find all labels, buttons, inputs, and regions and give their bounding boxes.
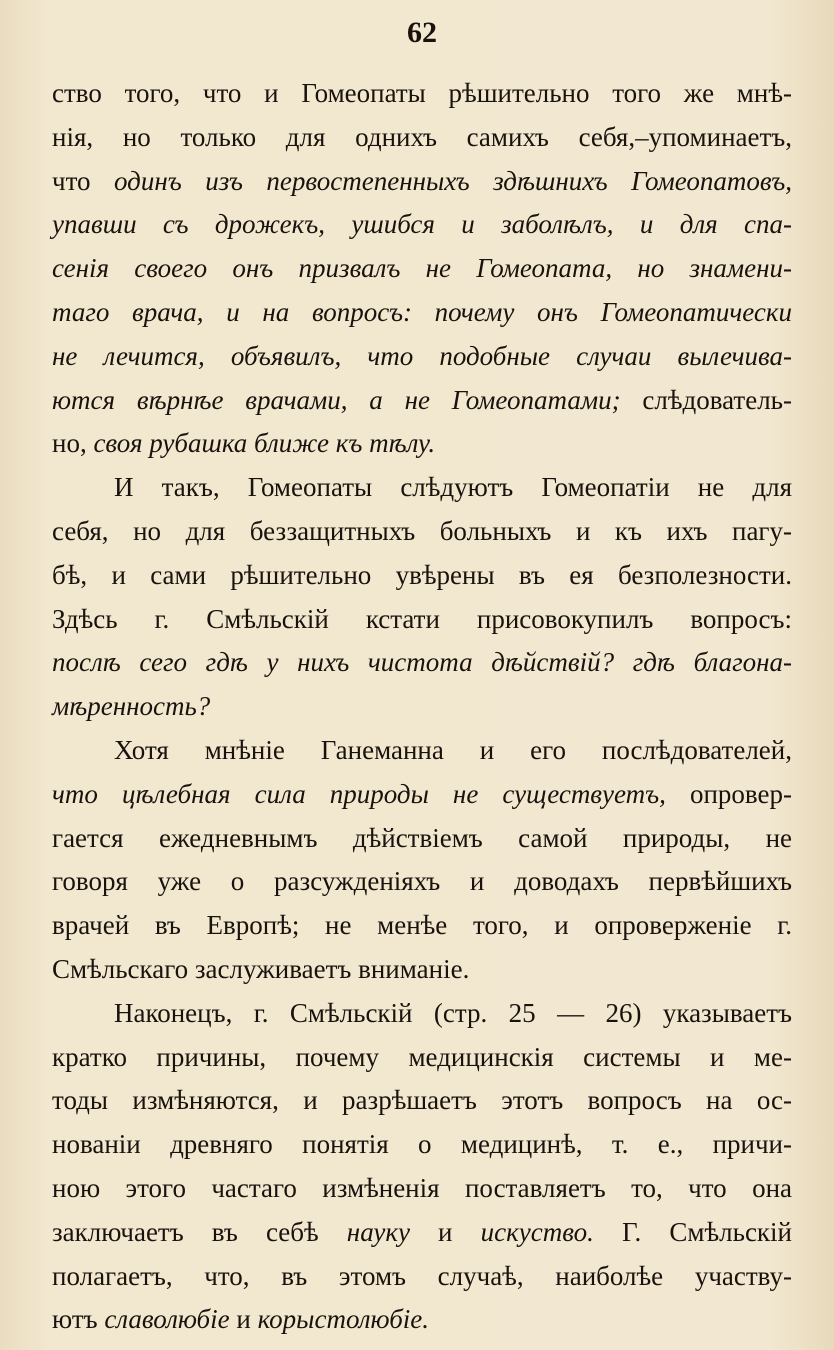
text-run: слѣдователь- [620,384,792,415]
text-run: И такъ, Гомеопаты слѣдуютъ Гомеопатіи не для [114,472,792,503]
italic-run: таго врача, и на вопросъ: почему онъ Гомеопатически [52,296,792,327]
text-run: себя, но для беззащитныхъ больныхъ и къ ихъ пагу- [52,515,792,546]
text-line [52,160,792,204]
text-line [52,904,792,948]
text-run: ною этого частаго измѣненія поставляетъ то, что она [52,1172,792,1203]
text-line [52,1211,792,1255]
text-line [52,1298,792,1342]
text-line [52,641,792,685]
text-run: гается ежедневнымъ дѣйствіемъ самой природы, не [52,822,792,853]
text-line [52,860,792,904]
text-line [52,948,792,992]
italic-run: сенія своего онъ призвалъ не Гомеопата, но знамени- [52,253,792,284]
text-run: Здѣсь г. Смѣльскій кстати присовокупилъ вопросъ: [52,603,792,634]
text-line [52,422,792,466]
page-number: 62 [407,16,437,49]
text-line [52,466,792,510]
text-line [52,291,792,335]
text-run: заключаетъ въ себѣ [52,1216,347,1247]
italic-run: не лечится, объявилъ, что подобные случаи вылечива- [52,340,792,371]
italic-run: мѣренность? [52,691,211,722]
text-line [52,817,792,861]
text-line [52,247,792,291]
text-run: ютъ [52,1304,105,1335]
text-run: полагаетъ, что, въ этомъ случаѣ, наиболѣе участву- [52,1260,792,1291]
text-line [52,598,792,642]
text-run: Хотя мнѣніе Ганеманна и его послѣдователей, [114,734,792,765]
italic-run: одинъ изъ первостепенныхъ здѣшнихъ Гомеопатовъ, [114,165,792,196]
text-line [52,1255,792,1299]
text-line [52,1036,792,1080]
text-line [52,72,792,116]
text-run: нія, но только для однихъ самихъ себя,–упоминаетъ, [52,121,792,152]
text-run: Наконецъ, г. Смѣльскій (стр. 25 — 26) указываетъ [114,997,792,1028]
text-run: нованіи древняго понятія о медицинѣ, т. е., причи- [52,1129,792,1160]
italic-run: что цѣлебная сила природы не существуетъ, [52,778,666,809]
text-line [52,335,792,379]
italic-run: науку [346,1216,410,1247]
italic-run: послѣ сего гдѣ у нихъ чистота дѣйствій? гдѣ благона- [52,647,792,678]
text-line [52,1079,792,1123]
text-run: врачей въ Европѣ; не менѣе того, и опроверженіе г. [52,910,792,941]
text-run: опровер- [665,778,792,809]
text-run: что [52,165,115,196]
text-run: Г. Смѣльскій [593,1216,792,1247]
italic-run: упавши съ дрожекъ, ушибся и заболѣлъ, и для спа- [52,209,792,240]
text-run: и [229,1304,258,1335]
text-run: ство того, что и Гомеопаты рѣшительно того же мнѣ- [52,78,792,108]
italic-run: своя рубашка ближе къ тѣлу. [93,428,436,459]
text-line [52,1123,792,1167]
text-run: бѣ, и сами рѣшительно увѣрены въ ея безполезности. [52,559,792,590]
text-run: говоря уже о разсужденіяхъ и доводахъ первѣйшихъ [52,866,792,897]
text-line [52,554,792,598]
italic-run: искуство. [480,1216,594,1247]
text-line [52,203,792,247]
italic-run: славолюбіе [104,1304,230,1335]
text-run: и [409,1216,481,1247]
text-line [52,379,792,423]
body-text [52,72,792,1342]
text-line [52,510,792,554]
text-line [52,1167,792,1211]
text-line [52,773,792,817]
italic-run: ются вѣрнѣе врачами, а не Гомеопатами; [52,384,621,415]
text-line [52,729,792,773]
text-line [52,116,792,160]
italic-run: корыстолюбіе. [257,1304,430,1335]
text-line [52,992,792,1036]
text-run: Смѣльскаго заслуживаетъ вниманіе. [52,953,470,984]
text-run: кратко причины, почему медицинскія системы и ме- [52,1041,792,1072]
text-run: но, [52,428,94,459]
text-line [52,685,792,729]
text-run: тоды измѣняются, и разрѣшаетъ этотъ вопросъ на ос- [52,1085,792,1116]
